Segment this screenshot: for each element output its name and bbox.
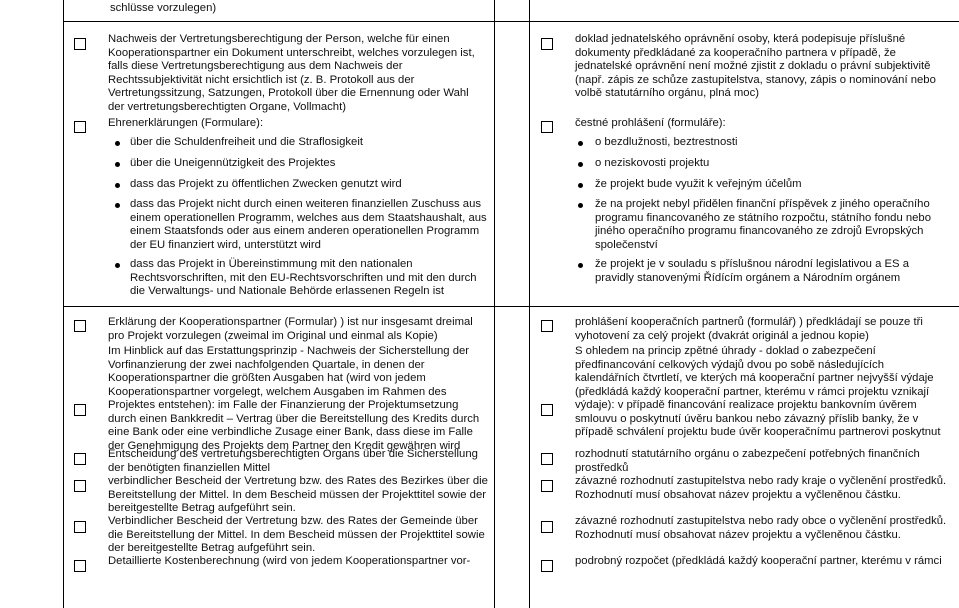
ersatz-cz-text: S ohledem na princip zpětné úhrady - doklad o zabezpečení předfinancování celkových výdajů dvou po sobě následujících kalendářních čtvrtletí, ve kterých má kooperační partner nejvyšší výdaje (předkládá každý kooperační partner, kterému v rámci projektu vznikají výdaje): v případě financování realizace projektu bankovním úvěrem smlouvu o poskytnutí úvěru bankou nebo závazný příslib banky, že v případě schválení projektu bude úvěr kooperačnímu partnerovi poskytnut: [575, 345, 941, 438]
checkbox[interactable]: [74, 38, 86, 50]
nachweis-text: Nachweis der Vertretungsberechtigung der Person, welche für einen Kooperationspartner ein Dokument unterschreibt, welches vorzulegen ist, falls diese Vertretungsberechtigung aus dem Nachweis der Rechtssubjektivität nicht ersichtlich ist (z. B. Protokoll aus der Vertretungssitzung, Satzungen, Protokoll über die Ernennung oder Wahl der vertretungsberechtigten Organe, Vollmacht): [108, 33, 475, 113]
checkbox[interactable]: [74, 480, 86, 492]
checkbox[interactable]: [541, 480, 553, 492]
ehren-title: Ehrenerklärungen (Formulare):: [108, 117, 264, 129]
cestne-b3: že projekt bude využit k veřejným účelům: [595, 178, 802, 190]
cestne-b4: že na projekt nebyl přidělen finanční příspěvek z jiného operačního programu financovaného ze státního rozpočtu, státního fondu nebo jiného operačního programu financovaného ze zdrojů Evropských společenství: [595, 198, 931, 251]
cestne-b1: o bezdlužnosti, beztrestnosti: [595, 136, 738, 148]
bullet: [578, 183, 583, 188]
kosten-text: Detaillierte Kostenberechnung (wird von jedem Kooperationspartner vor-: [108, 555, 471, 567]
bullet: [115, 141, 120, 146]
checkbox[interactable]: [541, 560, 553, 572]
doklad-text: doklad jednatelského oprávnění osoby, která podepisuje příslušné dokumenty předkládané za kooperačního partnera v případě, že jednatelské oprávnění není možné zjistit z dokladu o právní subjektivitě (např. zápis ze schůze zastupitelstva, stanovy, zápis o nominování nebo volbě statutárního orgánu, plná moc): [575, 33, 936, 99]
checkbox[interactable]: [541, 320, 553, 332]
row-divider: [63, 21, 959, 22]
gemeinde-text: Verbindlicher Bescheid der Vertretung bzw. des Rates der Gemeinde über die Bereitstellung der Mittel. In dem Bescheid müssen der Projekttitel sowie der bereitgestellte Betrag aufgeführt sein.: [108, 515, 485, 554]
checkbox[interactable]: [541, 453, 553, 465]
col-divider: [494, 0, 495, 608]
checkbox[interactable]: [541, 121, 553, 133]
row-divider: [63, 306, 959, 307]
checkbox[interactable]: [74, 404, 86, 416]
checkbox[interactable]: [541, 521, 553, 533]
col-divider-2: [529, 0, 530, 608]
checkbox[interactable]: [74, 560, 86, 572]
checkbox[interactable]: [74, 121, 86, 133]
bullet: [578, 263, 583, 268]
ehren-b3: dass das Projekt zu öffentlichen Zwecken genutzt wird: [130, 178, 402, 190]
obec-text: závazné rozhodnutí zastupitelstva nebo rady obce o vyčlenění prostředků. Rozhodnutí musí obsahovat název projektu a vyčleněnou částku.: [575, 515, 947, 541]
checkbox[interactable]: [74, 453, 86, 465]
bullet: [578, 203, 583, 208]
checkbox[interactable]: [74, 521, 86, 533]
bullet: [115, 183, 120, 188]
top-fragment: schlüsse vorzulegen): [110, 2, 217, 14]
koop-cz-text: prohlášení kooperačních partnerů (formulář) ) předkládají se pouze tři vyhotovení za celý projekt (dvakrát originál a jednou kopie): [575, 316, 923, 342]
koop-text: Erklärung der Kooperationspartner (Formular) ) ist nur insgesamt dreimal pro Projekt vorzulegen (zweimal im Original und einmal als Kopie): [108, 316, 473, 342]
bullet: [578, 162, 583, 167]
ersatz-text: Im Hinblick auf das Erstattungsprinzip - Nachweis der Sicherstellung der Vorfinanzierung der zwei nachfolgenden Quartale, in denen der Kooperationspartner die größten Ausgaben hat (wird von jedem Kooperationspartner vorgelegt, welchem Ausgaben im Rahmen des Projektes entstehen): im Falle der Finanzierung der Projektumsetzung durch einen Bankkredit – Vertrag über die Bereitstellung des Kredits durch eine Bank oder eine verbindliche Zusage einer Bank, dass diese im Falle der Genehmigung des Projekts dem Partner den Kredit gewähren wird: [108, 345, 480, 452]
cestne-b5: že projekt je v souladu s příslušnou národní legislativou a ES a pravidly stanovenými Řídícím orgánem a Národním orgánem: [595, 258, 909, 284]
bezirk-text: verbindlicher Bescheid der Vertretung bzw. des Rates des Bezirkes über die Bereitstellung der Mittel. In dem Bescheid müssen der Projekttitel sowie der bereitgestellte Betrag aufgeführt sein.: [108, 475, 488, 514]
entsch-cz-text: rozhodnutí statutárního orgánu o zabezpečení potřebných finančních prostředků: [575, 448, 920, 474]
bullet: [115, 203, 120, 208]
ehren-b2: über die Uneigennützigkeit des Projektes: [130, 157, 336, 169]
bullet: [115, 263, 120, 268]
page-footer: [0, 450, 4, 560]
entsch-text: Entscheidung des vertretungsberechtigten Organs über die Sicherstellung der benötigten finanziellen Mittel: [108, 448, 478, 474]
kraj-text: závazné rozhodnutí zastupitelstva nebo rady kraje o vyčlenění prostředků. Rozhodnutí musí obsahovat název projektu a vyčleněnou částku.: [575, 475, 947, 501]
bullet: [578, 141, 583, 146]
checkbox[interactable]: [541, 38, 553, 50]
checkbox[interactable]: [74, 320, 86, 332]
cestne-b2: o neziskovosti projektu: [595, 157, 710, 169]
ehren-b1: über die Schuldenfreiheit und die Straflosigkeit: [130, 136, 363, 148]
bullet: [115, 162, 120, 167]
frame-left: [63, 0, 64, 608]
cestne-title: čestné prohlášení (formuláře):: [575, 117, 726, 129]
rozpocet-text: podrobný rozpočet (předkládá každý kooperační partner, kterému v rámci: [575, 555, 942, 567]
ehren-b4: dass das Projekt nicht durch einen weiteren finanziellen Zuschuss aus einem operationellen Programm, welches aus dem Staatshaushalt, aus einem Staatsfonds oder aus einem anderen operationellen Programm der EU finanziert wird, unterstützt wird: [130, 198, 487, 251]
checkbox[interactable]: [541, 404, 553, 416]
ehren-b5: dass das Projekt in Übereinstimmung mit den nationalen Rechtsvorschriften, mit den EU-Rechtsvorschriften und mit den durch die Verwaltungs- und Nationale Behörde erlassenen Regeln ist: [130, 258, 477, 297]
